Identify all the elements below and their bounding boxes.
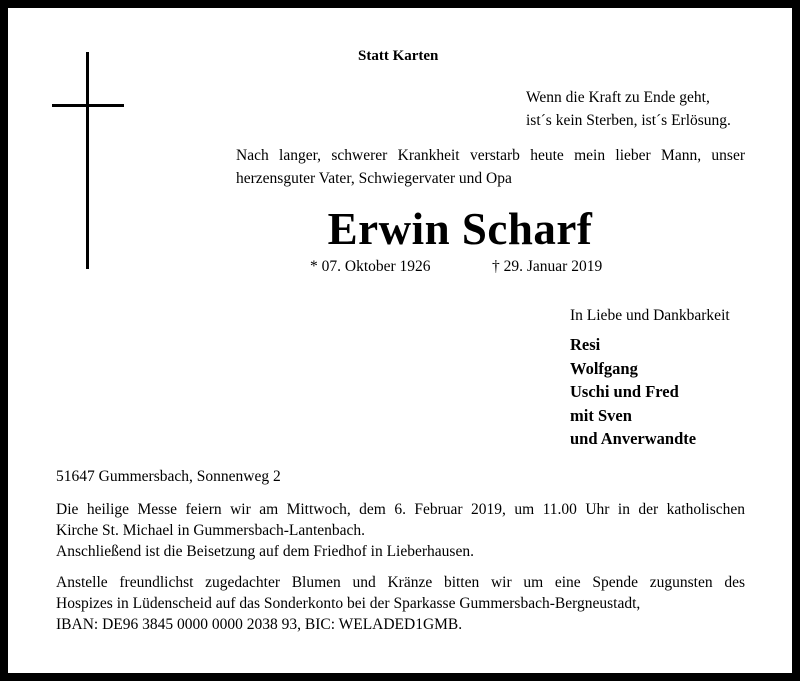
donation-line-1: Anstelle freundlichst zugedachter Blumen und Kränze bitten wir um eine Spende zugunsten des <box>56 574 745 591</box>
poem-line-1: Wenn die Kraft zu Ende geht, <box>526 89 710 106</box>
poem <box>526 86 731 132</box>
death-date: † 29. Januar 2019 <box>492 258 603 275</box>
mass-line-1: Die heilige Messe feiern wir am Mittwoch, dem 6. Februar 2019, um 11.00 Uhr in der katholischen <box>56 501 745 518</box>
birth-date: * 07. Oktober 1926 <box>310 258 431 275</box>
statt-karten-heading: Statt Karten <box>358 48 439 64</box>
donation-line-2: Hospizes in Lüdenscheid auf das Sonderkonto bei der Sparkasse Gummersbach-Bergneustadt, <box>56 595 641 612</box>
cross-horizontal-bar <box>52 104 124 107</box>
donation-line-3: IBAN: DE96 3845 0000 0000 2038 93, BIC: WELADED1GMB. <box>56 616 463 633</box>
mass-line-3: Anschließend ist die Beisetzung auf dem Friedhof in Lieberhausen. <box>56 543 474 560</box>
mourner-name: Uschi und Fred <box>570 382 679 401</box>
mourner-name: und Anverwandte <box>570 429 697 448</box>
mourner-name: mit Sven <box>570 405 632 425</box>
mourner-name: Resi <box>570 335 601 354</box>
mourners-intro: In Liebe und Dankbarkeit <box>570 307 730 324</box>
mass-line-2: Kirche St. Michael in Gummersbach-Lantenbach. <box>56 522 366 539</box>
poem-line-2: ist´s kein Sterben, ist´s Erlösung. <box>526 112 731 129</box>
mourners-list <box>570 333 696 451</box>
donation-request <box>56 572 745 635</box>
intro-text: Nach langer, schwerer Krankheit verstarb heute mein lieber Mann, unser herzensguter Vater, Schwiegervater und Opa <box>236 147 745 187</box>
deceased-name: Erwin Scharf <box>327 204 593 254</box>
mourner-name: Wolfgang <box>570 358 638 378</box>
address: 51647 Gummersbach, Sonnenweg 2 <box>56 468 281 485</box>
mass-announcement <box>56 499 745 562</box>
